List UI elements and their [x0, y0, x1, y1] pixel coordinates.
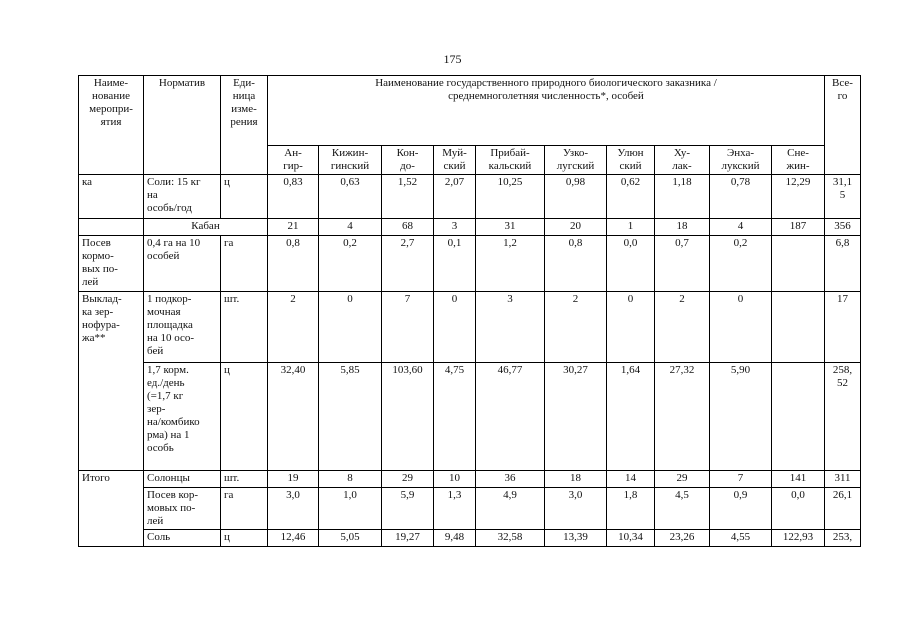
table-row: [79, 236, 861, 292]
value-cell: 7: [382, 292, 434, 363]
value-cell: 4,5: [655, 488, 710, 530]
value-cell: 10,34: [607, 530, 655, 547]
value-cell: 21: [268, 219, 319, 236]
total-cell: 311: [825, 471, 861, 488]
value-cell: [772, 292, 825, 363]
header-reserve-title: Наименование государственного природного биологического заказника / среднемноголетняя численность*, особей: [268, 76, 825, 146]
total-cell: 253,: [825, 530, 861, 547]
value-cell: 2: [655, 292, 710, 363]
value-cell: 0,98: [545, 175, 607, 219]
value-cell: 3,0: [268, 488, 319, 530]
unit-cell: шт.: [221, 292, 268, 363]
value-cell: 3: [434, 219, 476, 236]
value-cell: 0: [710, 292, 772, 363]
value-cell: 0,78: [710, 175, 772, 219]
header-total: Все- го: [825, 76, 861, 175]
value-cell: 29: [382, 471, 434, 488]
unit-cell: ц: [221, 530, 268, 547]
table-row: [79, 363, 861, 471]
value-cell: 0,1: [434, 236, 476, 292]
unit-cell: га: [221, 488, 268, 530]
value-cell: 0,63: [319, 175, 382, 219]
value-cell: 3: [476, 292, 545, 363]
value-cell: 0,9: [710, 488, 772, 530]
measure-cell: [79, 219, 144, 236]
norm-cell: Посев кор- мовых по- лей: [144, 488, 221, 530]
value-cell: 0,0: [607, 236, 655, 292]
norm-cell: 1,7 корм. ед./день (=1,7 кг зер- на/комбико рма) на 1 особь: [144, 363, 221, 471]
total-cell: 258, 52: [825, 363, 861, 471]
table-row: [79, 530, 861, 547]
value-cell: 0,83: [268, 175, 319, 219]
unit-cell: га: [221, 236, 268, 292]
table-row: [79, 219, 861, 236]
value-cell: 30,27: [545, 363, 607, 471]
value-cell: 1: [607, 219, 655, 236]
value-cell: 10,25: [476, 175, 545, 219]
value-cell: 5,9: [382, 488, 434, 530]
value-cell: 32,58: [476, 530, 545, 547]
value-cell: 141: [772, 471, 825, 488]
header-row: [79, 76, 861, 146]
value-cell: 0: [319, 292, 382, 363]
header-measure: Наиме- нование меропри- ятия: [79, 76, 144, 175]
measure-cell: Выклад- ка зер- нофура- жа**: [79, 292, 144, 471]
reserve-name: Ху- лак-: [655, 146, 710, 175]
reserve-name: Кижин- гинский: [319, 146, 382, 175]
value-cell: 7: [710, 471, 772, 488]
value-cell: 1,18: [655, 175, 710, 219]
reserve-name: Ан- гир-: [268, 146, 319, 175]
value-cell: 31: [476, 219, 545, 236]
value-cell: 2,7: [382, 236, 434, 292]
page-number: 175: [443, 52, 462, 66]
species-label: Кабан: [144, 219, 268, 236]
value-cell: 0,2: [710, 236, 772, 292]
value-cell: 187: [772, 219, 825, 236]
value-cell: [772, 363, 825, 471]
header-unit: Еди- ница изме- рения: [221, 76, 268, 175]
value-cell: 18: [655, 219, 710, 236]
reserve-name: Сне- жин-: [772, 146, 825, 175]
value-cell: 4,55: [710, 530, 772, 547]
value-cell: 1,0: [319, 488, 382, 530]
value-cell: 20: [545, 219, 607, 236]
table-row: [79, 471, 861, 488]
value-cell: 4,9: [476, 488, 545, 530]
value-cell: 27,32: [655, 363, 710, 471]
value-cell: 18: [545, 471, 607, 488]
norm-cell: 0,4 га на 10 особей: [144, 236, 221, 292]
total-cell: 17: [825, 292, 861, 363]
value-cell: 0: [434, 292, 476, 363]
value-cell: 0,7: [655, 236, 710, 292]
value-cell: 12,46: [268, 530, 319, 547]
value-cell: 1,8: [607, 488, 655, 530]
value-cell: 12,29: [772, 175, 825, 219]
norm-cell: Соль: [144, 530, 221, 547]
value-cell: 2: [268, 292, 319, 363]
reserves-table: [78, 75, 861, 547]
unit-cell: шт.: [221, 471, 268, 488]
value-cell: 2: [545, 292, 607, 363]
reserve-name: Кон- до-: [382, 146, 434, 175]
value-cell: 1,52: [382, 175, 434, 219]
value-cell: 0,0: [772, 488, 825, 530]
value-cell: 68: [382, 219, 434, 236]
table-row: [79, 292, 861, 363]
value-cell: 29: [655, 471, 710, 488]
value-cell: 0,8: [268, 236, 319, 292]
value-cell: 1,2: [476, 236, 545, 292]
value-cell: 0,2: [319, 236, 382, 292]
measure-cell: Итого: [79, 471, 144, 547]
value-cell: 0,8: [545, 236, 607, 292]
header-norm: Норматив: [144, 76, 221, 175]
value-cell: 3,0: [545, 488, 607, 530]
norm-cell: Соли: 15 кг на особь/год: [144, 175, 221, 219]
value-cell: 2,07: [434, 175, 476, 219]
value-cell: 23,26: [655, 530, 710, 547]
total-cell: 356: [825, 219, 861, 236]
value-cell: 122,93: [772, 530, 825, 547]
value-cell: 10: [434, 471, 476, 488]
value-cell: 8: [319, 471, 382, 488]
reserve-name: Муй- ский: [434, 146, 476, 175]
value-cell: 13,39: [545, 530, 607, 547]
reserve-name: Узко- лугский: [545, 146, 607, 175]
table-row: [79, 175, 861, 219]
value-cell: 14: [607, 471, 655, 488]
value-cell: 4: [710, 219, 772, 236]
reserve-name: Улюн ский: [607, 146, 655, 175]
value-cell: 4,75: [434, 363, 476, 471]
value-cell: 9,48: [434, 530, 476, 547]
measure-cell: ка: [79, 175, 144, 219]
value-cell: 103,60: [382, 363, 434, 471]
unit-cell: ц: [221, 363, 268, 471]
value-cell: 0: [607, 292, 655, 363]
value-cell: 4: [319, 219, 382, 236]
norm-cell: Солонцы: [144, 471, 221, 488]
value-cell: 1,64: [607, 363, 655, 471]
value-cell: 5,05: [319, 530, 382, 547]
reserve-name: Энха- лукский: [710, 146, 772, 175]
total-cell: 26,1: [825, 488, 861, 530]
value-cell: 5,90: [710, 363, 772, 471]
table-row: [79, 488, 861, 530]
measure-cell: Посев кормо- вых по- лей: [79, 236, 144, 292]
total-cell: 6,8: [825, 236, 861, 292]
value-cell: 1,3: [434, 488, 476, 530]
unit-cell: ц: [221, 175, 268, 219]
value-cell: [772, 236, 825, 292]
norm-cell: 1 подкор- мочная площадка на 10 осо- бей: [144, 292, 221, 363]
value-cell: 0,62: [607, 175, 655, 219]
value-cell: 19: [268, 471, 319, 488]
total-cell: 31,1 5: [825, 175, 861, 219]
value-cell: 36: [476, 471, 545, 488]
reserve-name: Прибай- кальский: [476, 146, 545, 175]
value-cell: 32,40: [268, 363, 319, 471]
value-cell: 19,27: [382, 530, 434, 547]
value-cell: 46,77: [476, 363, 545, 471]
value-cell: 5,85: [319, 363, 382, 471]
